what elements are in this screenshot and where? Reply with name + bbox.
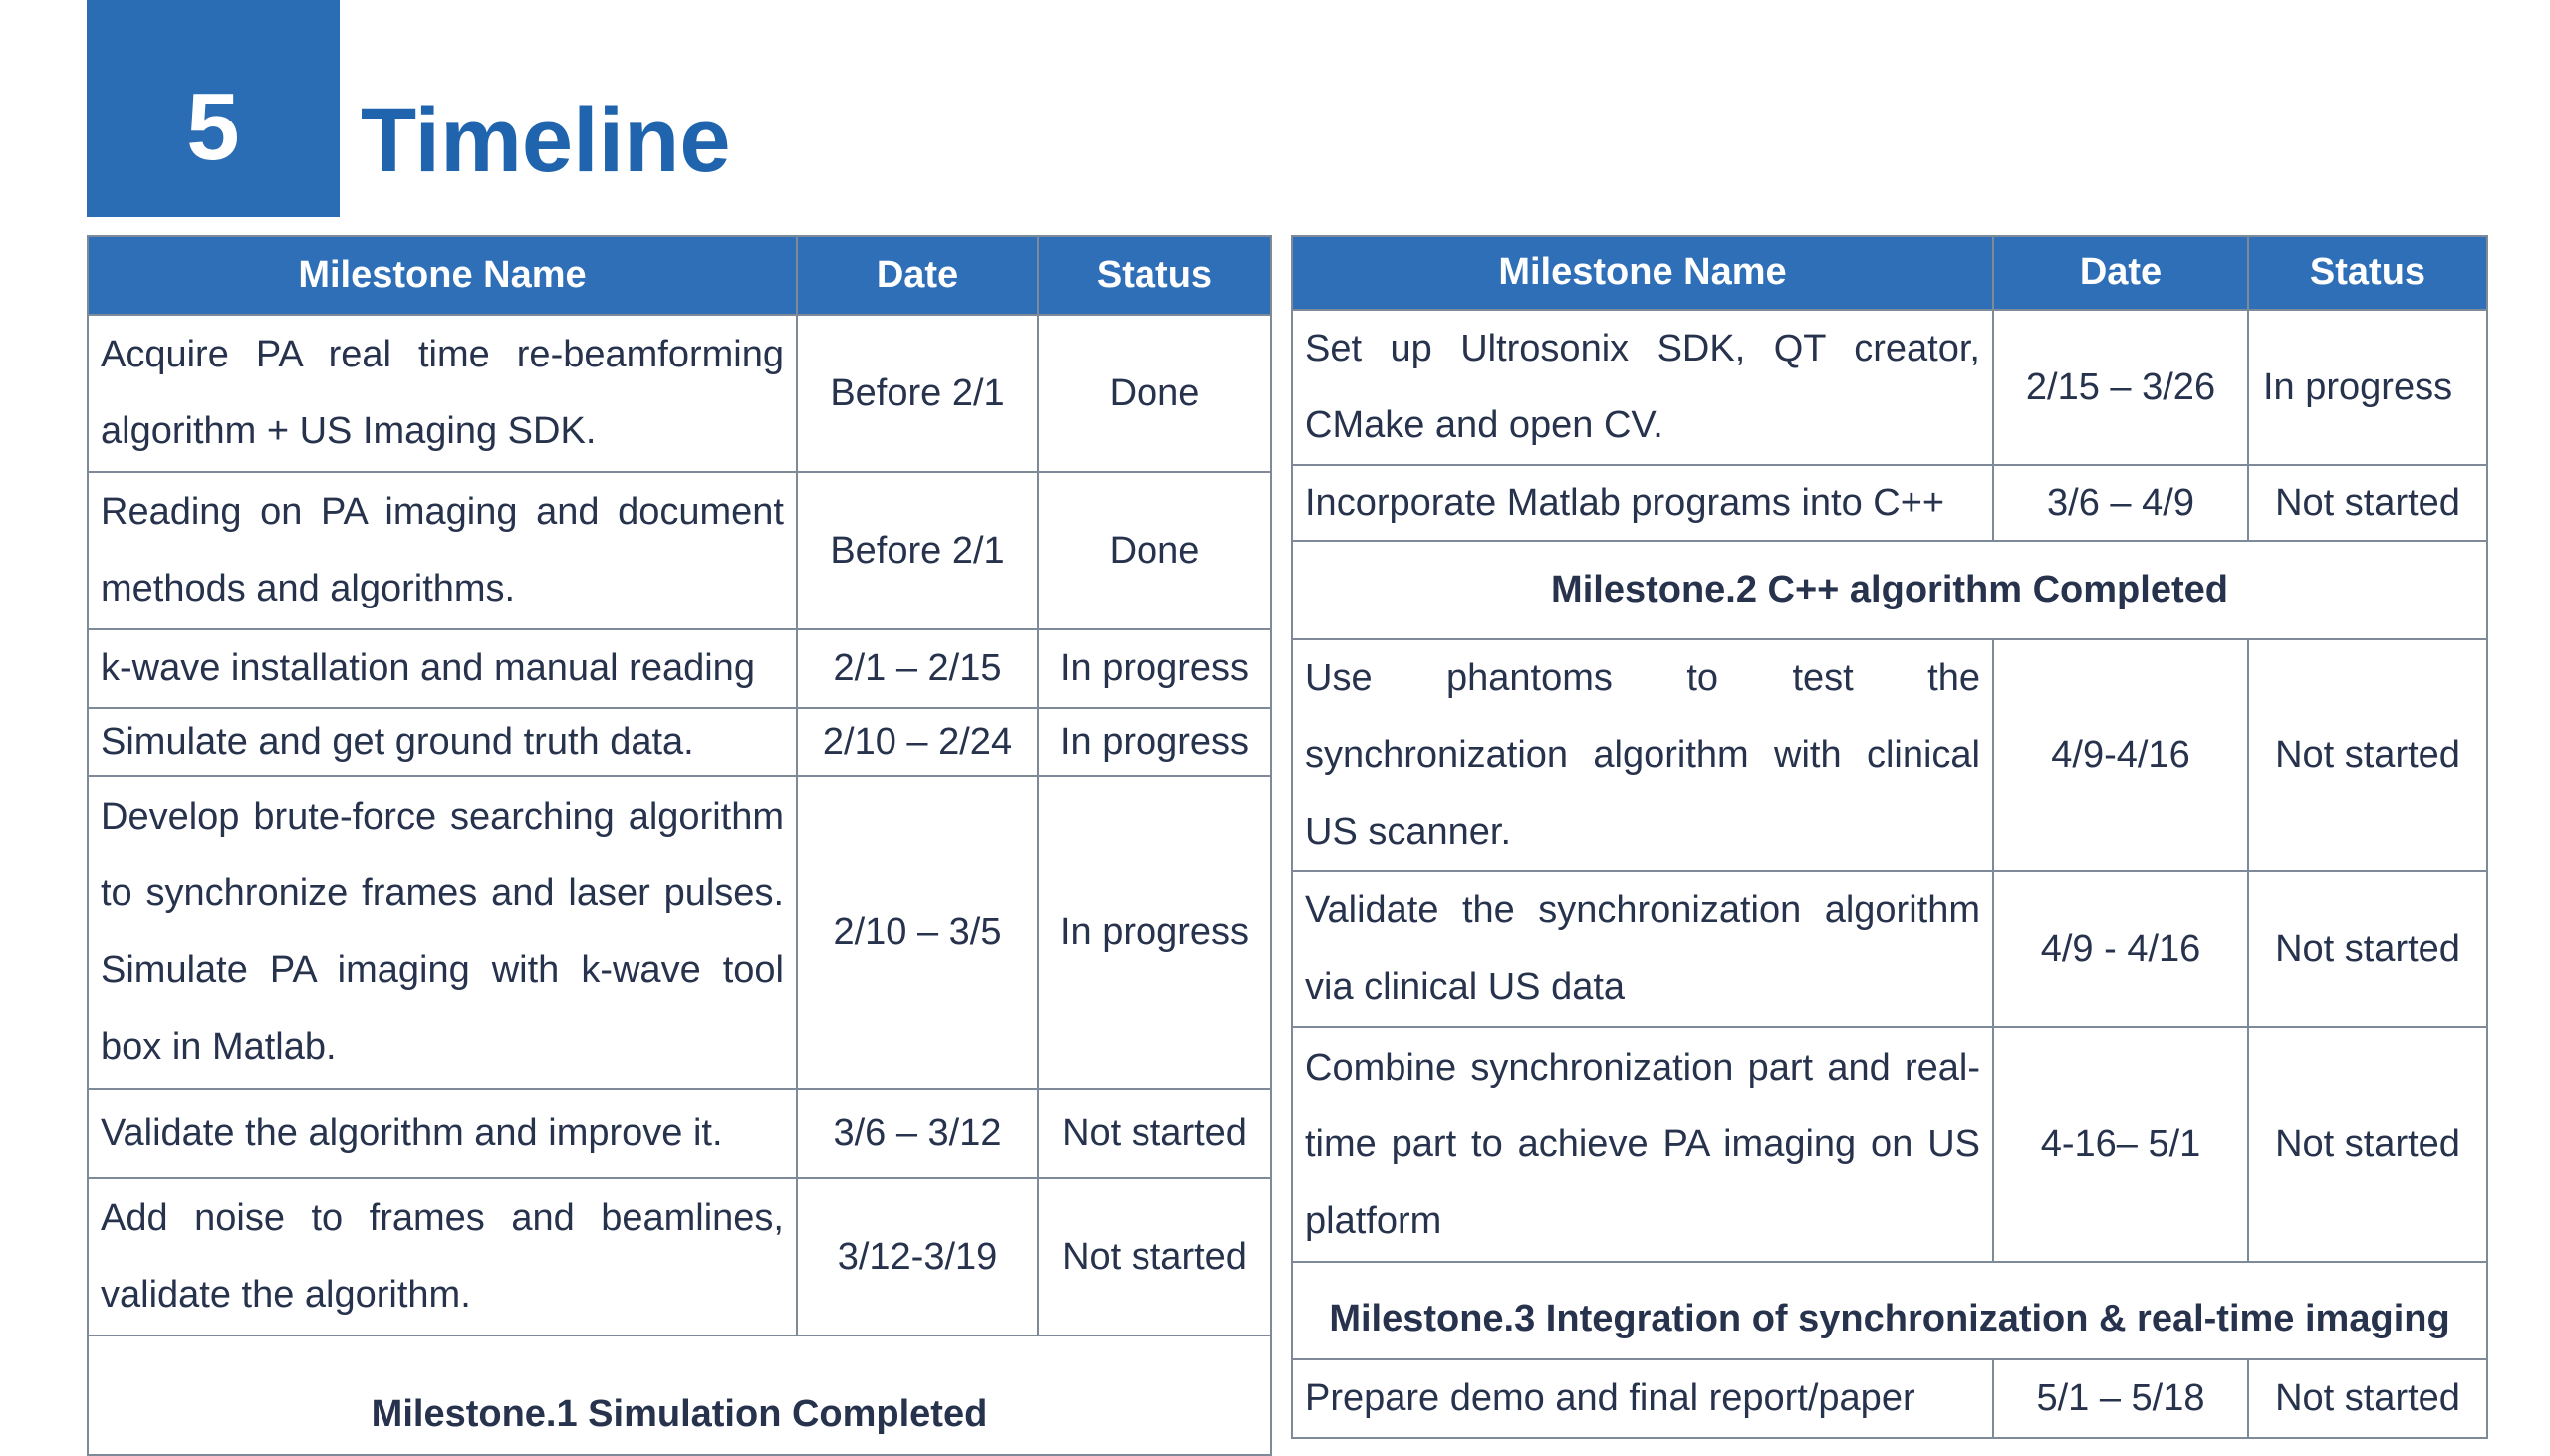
status-cell: Not started xyxy=(1038,1089,1271,1178)
date-cell: 2/10 – 3/5 xyxy=(797,776,1038,1089)
table-header-row xyxy=(88,236,1271,315)
date-cell: 5/1 – 5/18 xyxy=(1993,1359,2248,1438)
date-cell: 3/12-3/19 xyxy=(797,1178,1038,1335)
milestone-3-label: Milestone.3 Integration of synchronization & real-time imaging xyxy=(1292,1262,2487,1359)
milestone-name-cell: Add noise to frames and beamlines, validate the algorithm. xyxy=(88,1178,797,1335)
date-cell: 2/15 – 3/26 xyxy=(1993,310,2248,465)
table-row xyxy=(1292,310,2487,465)
timeline-table-left xyxy=(87,235,1272,1456)
column-header-name: Milestone Name xyxy=(88,236,797,315)
column-header-date: Date xyxy=(1993,236,2248,310)
table-row xyxy=(88,1178,1271,1335)
status-cell: Not started xyxy=(2248,1027,2487,1262)
milestone-2-label: Milestone.2 C++ algorithm Completed xyxy=(1292,541,2487,639)
status-cell: In progress xyxy=(2248,310,2487,465)
status-cell: In progress xyxy=(1038,629,1271,708)
table-row xyxy=(1292,1027,2487,1262)
status-cell: Not started xyxy=(2248,1359,2487,1438)
milestone-name-cell: Incorporate Matlab programs into C++ xyxy=(1292,465,1993,541)
table-row xyxy=(88,472,1271,629)
status-cell: Done xyxy=(1038,472,1271,629)
milestone-name-cell: Develop brute-force searching algorithm to synchronize frames and laser pulses. Simulate PA imaging with k-wave tool box in Matlab. xyxy=(88,776,797,1089)
milestone-name-cell: Acquire PA real time re-beamforming algorithm + US Imaging SDK. xyxy=(88,315,797,472)
column-header-name: Milestone Name xyxy=(1292,236,1993,310)
status-cell: Not started xyxy=(2248,465,2487,541)
timeline-table-right xyxy=(1291,235,2488,1439)
milestone-row xyxy=(1292,541,2487,639)
date-cell: 3/6 – 4/9 xyxy=(1993,465,2248,541)
section-number-box xyxy=(87,0,340,217)
table-row xyxy=(1292,871,2487,1027)
date-cell: 4/9 - 4/16 xyxy=(1993,871,2248,1027)
milestone-name-cell: Use phantoms to test the synchronization algorithm with clinical US scanner. xyxy=(1292,639,1993,871)
table-row xyxy=(1292,465,2487,541)
date-cell: 4-16– 5/1 xyxy=(1993,1027,2248,1262)
milestone-name-cell: Set up Ultrosonix SDK, QT creator, CMake and open CV. xyxy=(1292,310,1993,465)
table-row xyxy=(88,629,1271,708)
table-row xyxy=(88,315,1271,472)
milestone-name-cell: Validate the algorithm and improve it. xyxy=(88,1089,797,1178)
status-cell: Not started xyxy=(2248,639,2487,871)
status-cell: In progress xyxy=(1038,708,1271,776)
table-row xyxy=(88,776,1271,1089)
date-cell: 3/6 – 3/12 xyxy=(797,1089,1038,1178)
table-row xyxy=(1292,1359,2487,1438)
date-cell: 2/1 – 2/15 xyxy=(797,629,1038,708)
status-cell: In progress xyxy=(1038,776,1271,1089)
date-cell: Before 2/1 xyxy=(797,315,1038,472)
section-number: 5 xyxy=(186,74,240,180)
milestone-1-label: Milestone.1 Simulation Completed xyxy=(88,1335,1271,1455)
milestone-name-cell: k-wave installation and manual reading xyxy=(88,629,797,708)
table-row xyxy=(88,1089,1271,1178)
table-header-row xyxy=(1292,236,2487,310)
milestone-name-cell: Reading on PA imaging and document methods and algorithms. xyxy=(88,472,797,629)
status-cell: Not started xyxy=(2248,871,2487,1027)
status-cell: Not started xyxy=(1038,1178,1271,1335)
date-cell: 2/10 – 2/24 xyxy=(797,708,1038,776)
table-row xyxy=(1292,639,2487,871)
milestone-row xyxy=(88,1335,1271,1455)
milestone-name-cell: Simulate and get ground truth data. xyxy=(88,708,797,776)
column-header-date: Date xyxy=(797,236,1038,315)
date-cell: Before 2/1 xyxy=(797,472,1038,629)
column-header-status: Status xyxy=(2248,236,2487,310)
milestone-name-cell: Combine synchronization part and real-time part to achieve PA imaging on US platform xyxy=(1292,1027,1993,1262)
date-cell: 4/9-4/16 xyxy=(1993,639,2248,871)
table-row xyxy=(88,708,1271,776)
status-cell: Done xyxy=(1038,315,1271,472)
milestone-name-cell: Validate the synchronization algorithm via clinical US data xyxy=(1292,871,1993,1027)
milestone-name-cell: Prepare demo and final report/paper xyxy=(1292,1359,1993,1438)
column-header-status: Status xyxy=(1038,236,1271,315)
milestone-row xyxy=(1292,1262,2487,1359)
page-title: Timeline xyxy=(361,90,731,191)
